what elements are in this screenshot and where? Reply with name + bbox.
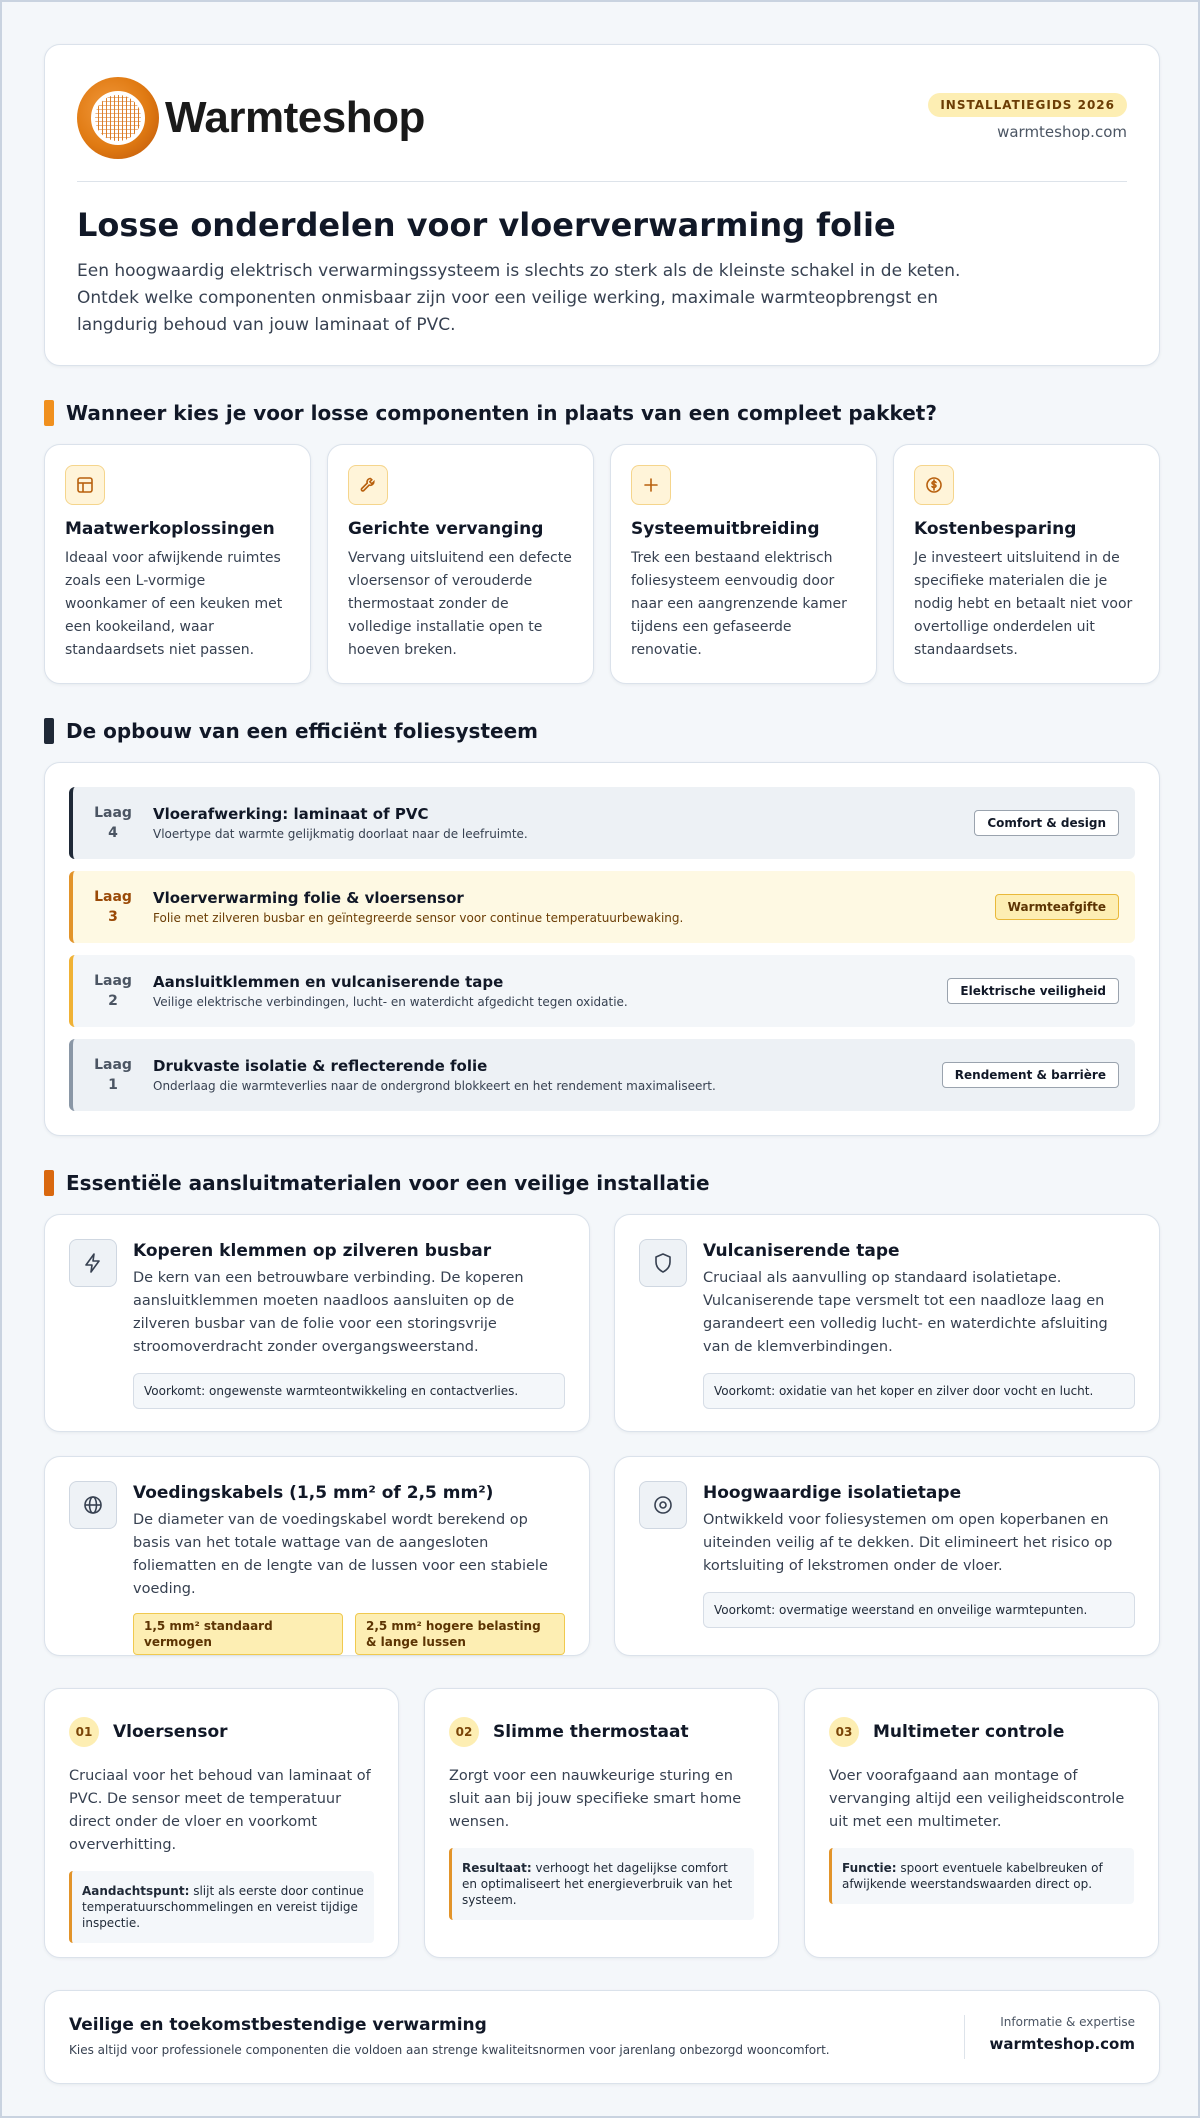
layer-number [73,1055,153,1095]
layer-label: Laag [94,805,132,821]
step-number: 02 [449,1717,479,1747]
header-meta [928,93,1127,141]
layer-row [69,1039,1135,1111]
layer-label: Laag [94,973,132,989]
layer-index: 1 [108,1077,118,1093]
why-card [893,444,1160,684]
lightning-icon [69,1239,117,1287]
material-text: De kern van een betrouwbare verbinding. De koperen aansluitklemmen moeten naadloos aansluiten op de zilveren busbar van de folie voor een storingsvrije stroomoverdracht zonder overgangsweerstand. [133,1270,524,1355]
material-card [614,1456,1160,1656]
header-domain[interactable]: warmteshop.com [997,123,1127,141]
layers-card [44,762,1160,1136]
cable-option-chip: 1,5 mm² standaard vermogen [133,1613,343,1655]
step-header [449,1717,754,1747]
footer-meta [964,2015,1135,2059]
layer-label: Laag [94,1057,132,1073]
why-card-title: Systeemuitbreiding [631,519,820,539]
layer-content [153,889,683,925]
layer-label: Laag [94,889,132,905]
material-title: Vulcaniserende tape [703,1241,900,1261]
layer-row [69,787,1135,859]
shield-icon [639,1239,687,1287]
why-card-text: Vervang uitsluitend een defecte vloersensor of verouderde thermostaat zonder de volledige installatie open te hoeven breken. [348,550,572,658]
step-header [829,1717,1134,1747]
step-note [829,1848,1134,1904]
why-card-text: Ideaal voor afwijkende ruimtes zoals een L-vormige woonkamer of een keuken met een kookeiland, waar standaardsets niet passen. [65,550,283,658]
step-title: Multimeter controle [873,1722,1065,1742]
material-body [133,1239,565,1407]
brand-name: Warmteshop [165,93,425,142]
section-heading [44,400,1160,426]
section-title: De opbouw van een efficiënt foliesysteem [66,719,538,743]
material-body [703,1481,1135,1631]
section-heading [44,718,1160,744]
step-card [44,1688,399,1958]
layer-badge: Elektrische veiligheid [947,978,1119,1004]
step-note [69,1871,374,1943]
step-number: 01 [69,1717,99,1747]
why-card [327,444,594,684]
target-icon [639,1481,687,1529]
material-note: Voorkomt: ongewenste warmteontwikkeling en contactverlies. [133,1373,565,1409]
footer-title: Veilige en toekomstbestendige verwarming [69,2015,487,2035]
material-body [133,1481,565,1649]
material-card [44,1214,590,1432]
why-card-title: Gerichte vervanging [348,519,544,539]
logo-icon [77,77,159,159]
layer-badge: Rendement & barrière [942,1062,1119,1088]
layer-subtitle: Folie met zilveren busbar en geïntegreerde sensor voor continue temperatuurbewaking. [153,911,684,925]
step-note-label: Functie: [842,1861,897,1875]
material-card [44,1456,590,1656]
header-card [44,44,1160,366]
layer-title: Drukvaste isolatie & reflecterende folie [153,1057,488,1075]
step-note-text: spoort eventuele kabelbreuken of afwijkende weerstandswaarden direct op. [842,1861,1103,1891]
layout-icon [65,465,105,505]
layer-row [69,955,1135,1027]
material-title: Hoogwaardige isolatietape [703,1483,962,1503]
step-title: Vloersensor [113,1722,228,1742]
materials-grid [44,1214,1160,1656]
layers-section [44,718,1160,1136]
step-note-label: Aandachtspunt: [82,1884,190,1898]
material-card [614,1214,1160,1432]
step-header [69,1717,374,1747]
steps-section [44,1688,1160,1958]
why-card-text: Je investeert uitsluitend in de specifieke materialen die je nodig hebt en betaalt niet voor overtollige onderdelen uit standaardsets. [914,550,1133,658]
material-text: De diameter van de voedingskabel wordt berekend op basis van het totale wattage van de aangesloten foliematten en de lengte van de lussen voor een stabiele voeding. [133,1512,548,1597]
layer-row [69,871,1135,943]
guide-badge: INSTALLATIEGIDS 2026 [928,93,1127,117]
why-card-text: Trek een bestaand elektrisch foliesysteem eenvoudig door naar een aangrenzende kamer tijdens een gefaseerde renovatie. [631,550,847,658]
section-accent-bar [44,718,54,744]
why-section [44,400,1160,684]
layer-title: Vloerafwerking: laminaat of PVC [153,805,429,823]
material-text: Ontwikkeld voor foliesystemen om open koperbanen en uiteinden veilig af te dekken. Dit elimineert het risico op kortsluiting of lekstromen onder de vloer. [703,1512,1113,1574]
why-card-title: Maatwerkoplossingen [65,519,275,539]
step-title: Slimme thermostaat [493,1722,689,1742]
plus-icon [631,465,671,505]
layer-content [153,973,628,1009]
material-title: Koperen klemmen op zilveren busbar [133,1241,492,1261]
materials-section [44,1170,1160,1656]
step-card [424,1688,779,1958]
section-title: Wanneer kies je voor losse componenten in plaats van een compleet pakket? [66,401,937,425]
layer-number [73,971,153,1011]
layer-badge: Warmteafgifte [995,894,1119,920]
section-title: Essentiële aansluitmaterialen voor een veilige installatie [66,1171,710,1195]
step-note-text: verhoogt het dagelijkse comfort en optimaliseert het energieverbruik van het systeem. [462,1861,733,1907]
layer-index: 3 [108,909,118,925]
section-heading [44,1170,1160,1196]
coin-icon [914,465,954,505]
step-text: Voer voorafgaand aan montage of vervanging altijd een veiligheidscontrole uit met een multimeter. [829,1768,1125,1830]
footer-domain-link[interactable]: warmteshop.com [989,2035,1135,2053]
intro-text: Een hoogwaardig elektrisch verwarmingssysteem is slechts zo sterk als de kleinste schakel in de keten. Ontdek welke componenten onmisbaar zijn voor een veilige werking, maximale warmteopbrengst en langdurig behoud van jouw laminaat of PVC. [77,261,961,335]
layer-number [73,887,153,927]
cable-options [133,1613,565,1655]
step-note [449,1848,754,1920]
section-accent-bar [44,1170,54,1196]
footer-text: Kies altijd voor professionele componenten die voldoen aan strenge kwaliteitsnormen voor jarenlang onbezorgd wooncomfort. [69,2043,830,2057]
layer-subtitle: Vloertype dat warmte gelijkmatig doorlaat naar de leefruimte. [153,827,528,841]
wrench-icon [348,465,388,505]
material-text: Cruciaal als aanvulling op standaard isolatietape. Vulcaniserende tape versmelt tot een naadloze laag en garandeert een volledig lucht- en waterdichte afsluiting van de klemverbindingen. [703,1270,1108,1355]
footer-card [44,1990,1160,2084]
step-text: Zorgt voor een nauwkeurige sturing en sluit aan bij jouw specifieke smart home wensen. [449,1768,742,1830]
layer-content [153,805,528,841]
layer-number [73,803,153,843]
step-text: Cruciaal voor het behoud van laminaat of PVC. De sensor meet de temperatuur direct onder de vloer en voorkomt oververhitting. [69,1768,371,1853]
layer-title: Vloerverwarming folie & vloersensor [153,889,464,907]
layer-content [153,1057,716,1093]
layer-title: Aansluitklemmen en vulcaniserende tape [153,973,504,991]
step-note-label: Resultaat: [462,1861,532,1875]
layer-subtitle: Veilige elektrische verbindingen, lucht- en waterdicht afgedicht tegen oxidatie. [153,995,628,1009]
why-card [44,444,311,684]
material-note: Voorkomt: oxidatie van het koper en zilver door vocht en lucht. [703,1373,1135,1409]
why-card [610,444,877,684]
material-note: Voorkomt: overmatige weerstand en onveilige warmtepunten. [703,1592,1135,1628]
why-cards [44,444,1160,684]
layer-badge: Comfort & design [974,810,1119,836]
divider [77,181,1127,182]
why-card-title: Kostenbesparing [914,519,1077,539]
footer-label: Informatie & expertise [1000,2015,1135,2029]
material-body [703,1239,1135,1407]
section-accent-bar [44,400,54,426]
step-number: 03 [829,1717,859,1747]
layer-index: 2 [108,993,118,1009]
page [44,44,1160,2084]
layer-index: 4 [108,825,118,841]
cable-option-chip: 2,5 mm² hogere belasting & lange lussen [355,1613,565,1655]
step-note-text: slijt als eerste door continue temperatuurschommelingen en vereist tijdige inspectie. [82,1884,364,1930]
globe-icon [69,1481,117,1529]
page-title: Losse onderdelen voor vloerverwarming folie [77,206,896,244]
step-card [804,1688,1159,1958]
material-title: Voedingskabels (1,5 mm² of 2,5 mm²) [133,1483,494,1503]
layer-subtitle: Onderlaag die warmteverlies naar de ondergrond blokkeert en het rendement maximaliseert. [153,1079,716,1093]
